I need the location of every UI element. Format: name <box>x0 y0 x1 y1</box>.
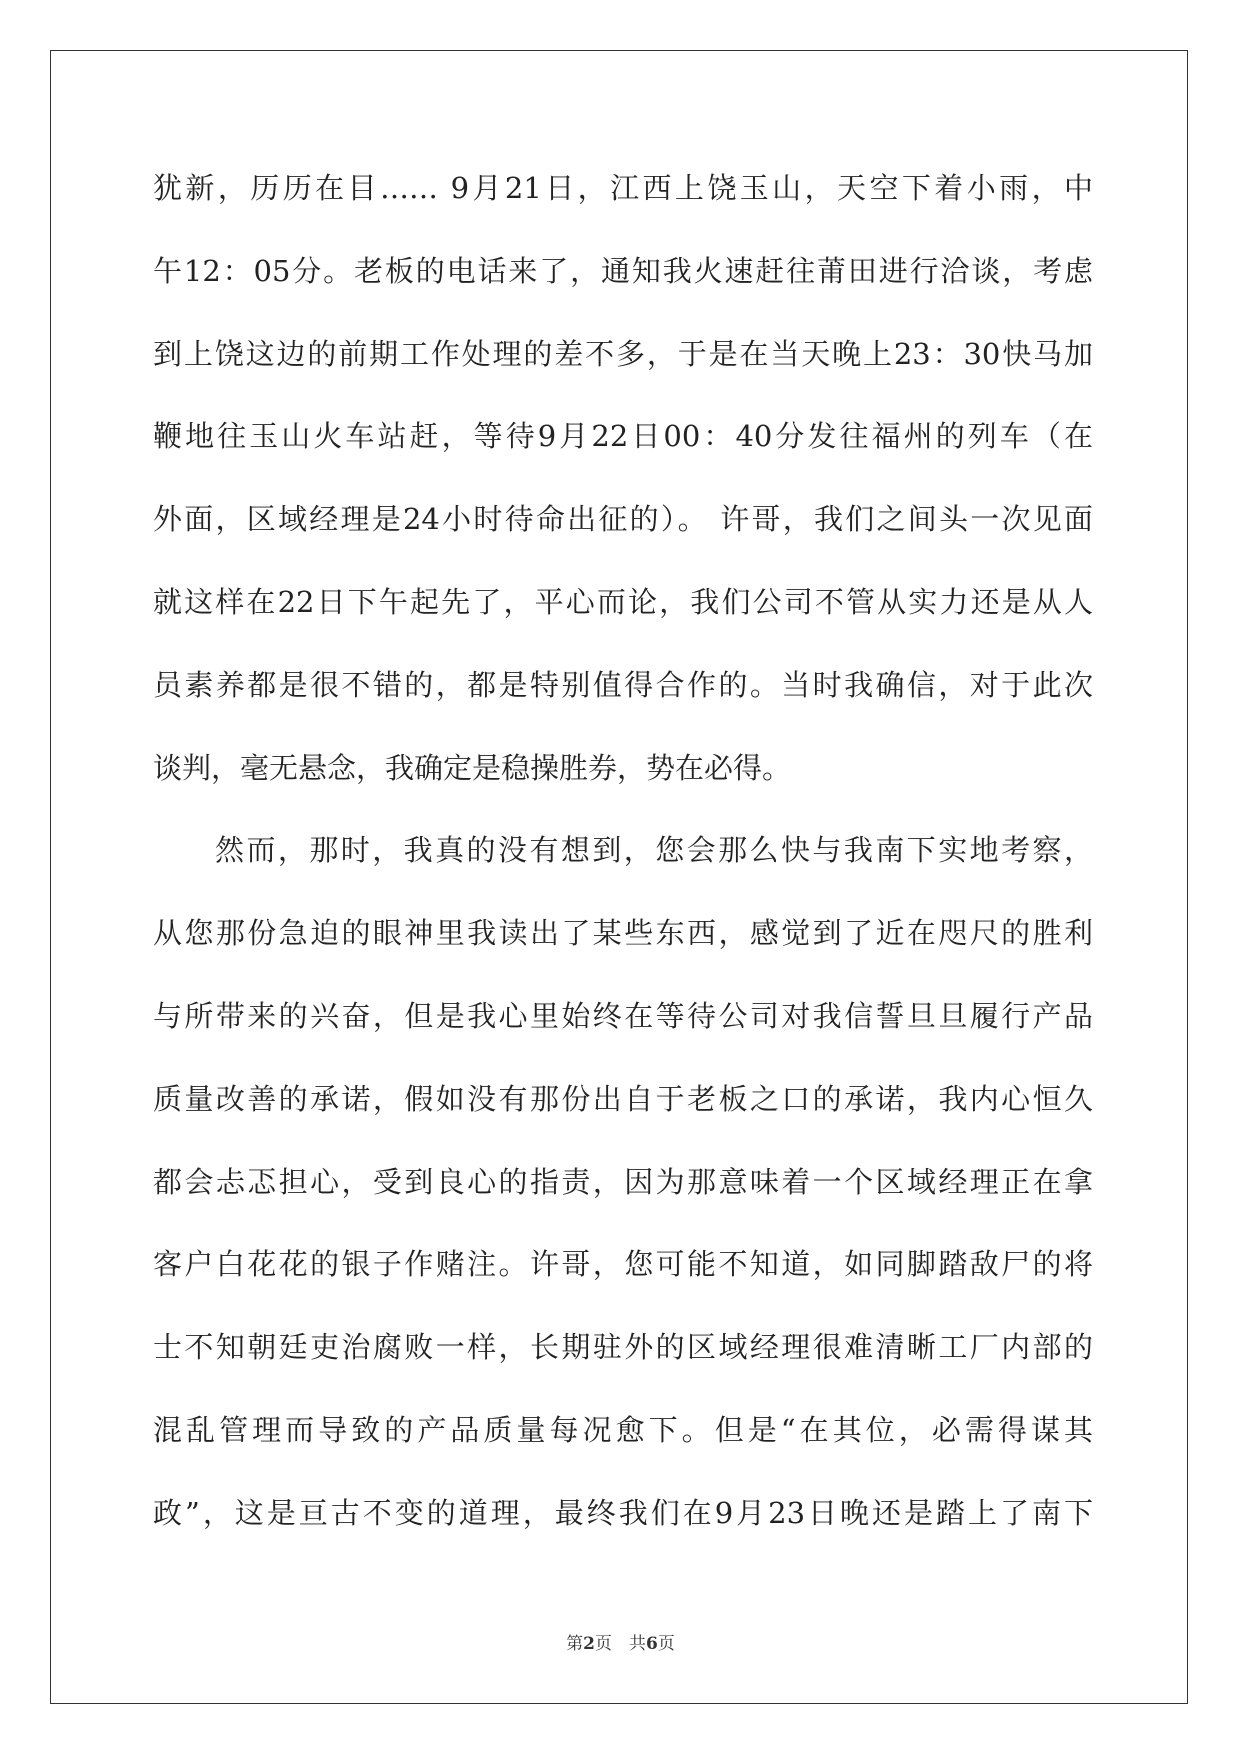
text-line: 犹新，历历在目…… 9月21日，江西上饶玉山，天空下着小雨，中 <box>153 171 1093 205</box>
text-line: 与所带来的兴奋，但是我心里始终在等待公司对我信誓旦旦履行产品 <box>153 998 1093 1033</box>
page-number: 2 <box>583 1634 595 1654</box>
document-body <box>153 158 1093 1566</box>
page-total: 6 <box>646 1634 658 1654</box>
text-line: 谈判，毫无悬念，我确定是稳操胜券，势在必得。 <box>153 750 792 785</box>
text-line: 从您那份急迫的眼神里我读出了某些东西，感觉到了近在咫尺的胜利 <box>153 916 1093 951</box>
page-footer <box>0 1632 1241 1656</box>
page-suffix: 页 <box>657 1634 675 1654</box>
text-line: 到上饶这边的前期工作处理的差不多，于是在当天晚上23：30快马加 <box>153 336 1093 371</box>
page-mid: 页 共 <box>595 1634 646 1654</box>
text-line: 然而，那时，我真的没有想到，您会那么快与我南下实地考察， <box>215 833 1093 868</box>
text-line: 员素养都是很不错的，都是特别值得合作的。当时我确信，对于此次 <box>153 667 1093 702</box>
page-prefix: 第 <box>566 1634 584 1654</box>
text-line: 午12：05分。老板的电话来了，通知我火速赶往莆田进行洽谈，考虑 <box>153 253 1093 288</box>
text-line: 士不知朝廷吏治腐败一样，长期驻外的区域经理很难清晰工厂内部的 <box>153 1330 1093 1365</box>
text-line: 质量改善的承诺，假如没有那份出自于老板之口的承诺，我内心恒久 <box>153 1081 1093 1116</box>
text-line: 鞭地往玉山火车站赶，等待9月22日00：40分发往福州的列车（在 <box>153 419 1093 454</box>
text-line: 混乱管理而导致的产品质量每况愈下。但是“在其位，必需得谋其 <box>153 1412 1093 1447</box>
text-line: 就这样在22日下午起先了，平心而论，我们公司不管从实力还是从人 <box>153 584 1093 619</box>
text-line: 客户白花花的银子作赌注。许哥，您可能不知道，如同脚踏敌尸的将 <box>153 1247 1093 1282</box>
text-line: 政”，这是亘古不变的道理，最终我们在9月23日晚还是踏上了南下 <box>153 1495 1093 1530</box>
text-line: 都会忐忑担心，受到良心的指责，因为那意味着一个区域经理正在拿 <box>153 1164 1093 1199</box>
text-line: 外面，区域经理是24小时待命出征的）。 许哥，我们之间头一次见面 <box>153 502 1093 537</box>
